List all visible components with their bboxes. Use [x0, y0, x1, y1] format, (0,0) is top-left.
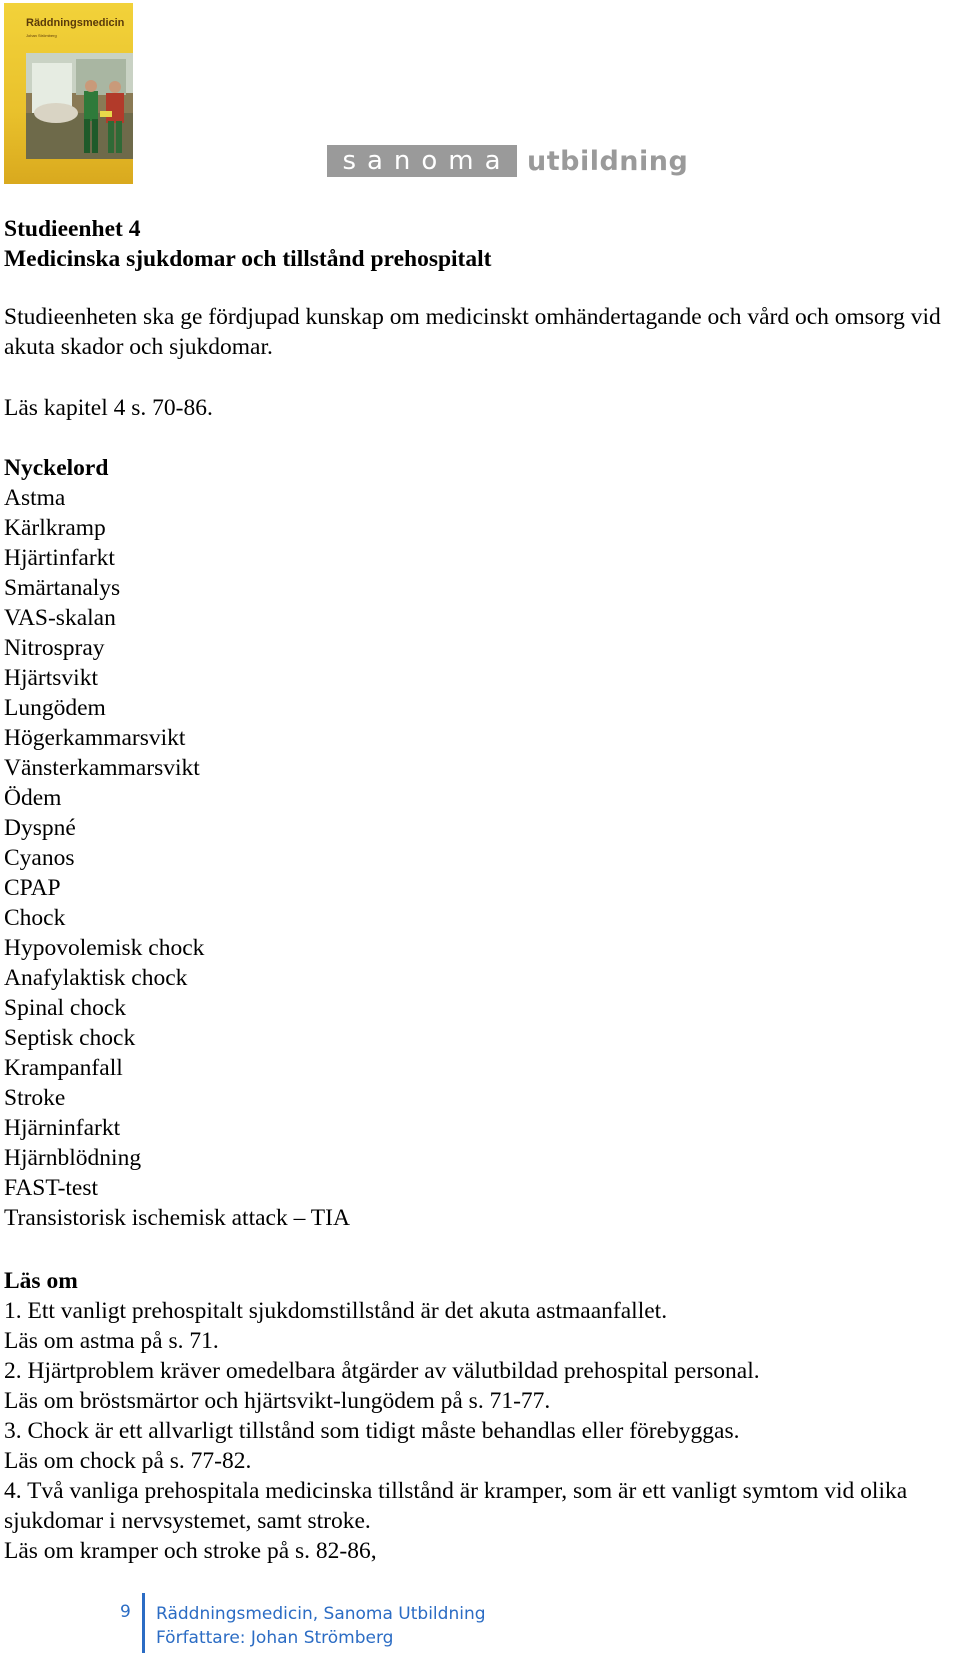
keyword-item: Chock: [4, 905, 66, 931]
read-about-section: [4, 1266, 944, 1566]
footer-author-line: Författare: Johan Strömberg: [156, 1628, 394, 1648]
keyword-item: Lungödem: [4, 695, 106, 721]
publisher-logo-box: sanoma: [327, 145, 517, 177]
footer-divider: [142, 1593, 145, 1653]
keyword-item: Vänsterkammarsvikt: [4, 755, 200, 781]
keyword-item: Septisk chock: [4, 1025, 136, 1051]
footer-text: [156, 1602, 486, 1650]
keywords-title: Nyckelord: [4, 455, 109, 481]
keyword-item: Hypovolemisk chock: [4, 935, 205, 961]
read-about-line: 1. Ett vanligt prehospitalt sjukdomstillstånd är det akuta astmaanfallet.: [4, 1298, 668, 1324]
ambulance-photo: [26, 53, 133, 159]
read-about-title: Läs om: [4, 1268, 78, 1294]
keyword-item: Spinal chock: [4, 995, 127, 1021]
cover-author: Johan Strömberg: [26, 33, 57, 38]
keyword-item: Ödem: [4, 785, 62, 811]
keyword-item: Stroke: [4, 1085, 66, 1111]
reading-assignment: Läs kapitel 4 s. 70-86.: [4, 395, 213, 421]
publisher-logo-word: utbildning: [527, 145, 689, 177]
study-unit-title: Medicinska sjukdomar och tillstånd prehospitalt: [4, 246, 492, 272]
read-about-line: Läs om kramper och stroke på s. 82-86,: [4, 1538, 377, 1564]
publisher-logo: [327, 143, 688, 179]
page-footer: [0, 1593, 960, 1653]
keyword-item: Hjärtinfarkt: [4, 545, 115, 571]
read-about-line: Läs om astma på s. 71.: [4, 1328, 219, 1354]
keyword-item: CPAP: [4, 875, 61, 901]
keyword-item: Hjärtsvikt: [4, 665, 98, 691]
cover-title: Räddningsmedicin: [26, 17, 125, 29]
keywords-section: [4, 453, 350, 1233]
keyword-item: Kärlkramp: [4, 515, 106, 541]
study-unit-number: Studieenhet 4: [4, 216, 141, 242]
study-unit-heading: [4, 214, 492, 274]
keyword-item: Hjärnblödning: [4, 1145, 142, 1171]
keyword-item: Högerkammarsvikt: [4, 725, 186, 751]
keyword-item: Anafylaktisk chock: [4, 965, 188, 991]
intro-paragraph: Studieenheten ska ge fördjupad kunskap om medicinskt omhändertagande och vård och omsorg vid akuta skador och sjukdomar.: [4, 304, 941, 360]
keyword-item: Smärtanalys: [4, 575, 121, 601]
keyword-item: Krampanfall: [4, 1055, 123, 1081]
keyword-item: Hjärninfarkt: [4, 1115, 121, 1141]
read-about-line: Läs om bröstsmärtor och hjärtsvikt-lungödem på s. 71-77.: [4, 1388, 551, 1414]
read-about-line: 2. Hjärtproblem kräver omedelbara åtgärder av välutbildad prehospital personal.: [4, 1358, 760, 1384]
keyword-item: Transistorisk ischemisk attack – TIA: [4, 1205, 350, 1231]
footer-book-line: Räddningsmedicin, Sanoma Utbildning: [156, 1604, 486, 1624]
read-about-line: 3. Chock är ett allvarligt tillstånd som tidigt måste behandlas eller förebyggas.: [4, 1418, 740, 1444]
book-cover-image: [4, 3, 133, 184]
keyword-item: Cyanos: [4, 845, 75, 871]
keyword-item: VAS-skalan: [4, 605, 116, 631]
read-about-line: 4. Två vanliga prehospitala medicinska tillstånd är kramper, som är ett vanligt symtom vid olika sjukdomar i nervsystemet, samt stroke.: [4, 1478, 908, 1534]
keyword-item: Dyspné: [4, 815, 76, 841]
keyword-item: Nitrospray: [4, 635, 105, 661]
keyword-item: Astma: [4, 485, 66, 511]
page-number: 9: [120, 1602, 131, 1622]
keyword-item: FAST-test: [4, 1175, 99, 1201]
read-about-line: Läs om chock på s. 77-82.: [4, 1448, 252, 1474]
keywords-list: [4, 483, 350, 1233]
